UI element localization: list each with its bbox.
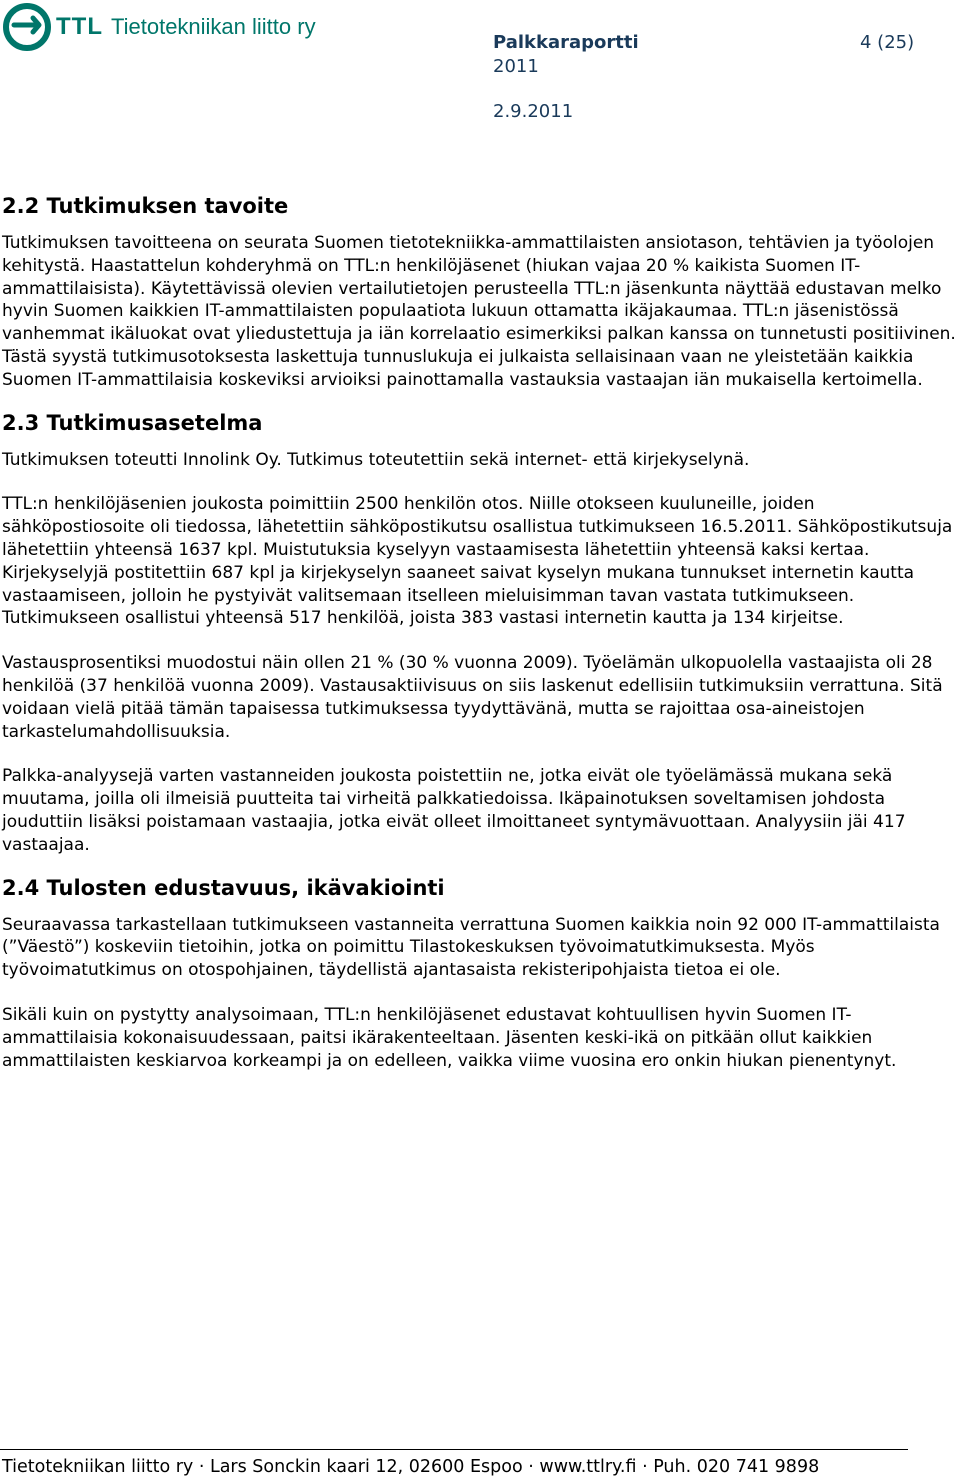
document-date: 2.9.2011 <box>493 101 574 122</box>
paragraph: Vastausprosentiksi muodostui näin ollen 21 % (30 % vuonna 2009). Työelämän ulkopuolella vastaajista oli 28 henkilöä (37 henkilöä vuonna 2009). Vastausaktiivisuus on siis laskenut edellisiin tutkimuksiin verrattuna. Sitä voidaan vielä pitää tämän tapaisessa tutkimuksessa tyydyttävänä, mutta se rajoittaa osa-aineistojen tarkastelumahdollisuuksia. <box>2 653 943 742</box>
ttl-logo <box>2 2 316 52</box>
ttl-logo-icon <box>2 2 52 52</box>
page-number: 4 (25) <box>860 32 915 53</box>
logo-organization-name: Tietotekniikan liitto ry <box>110 14 316 39</box>
section-tutkimusasetelma <box>2 405 958 857</box>
section-tulosten-edustavuus <box>2 870 958 1073</box>
paragraph: Tutkimuksen toteutti Innolink Oy. Tutkimus toteutettiin sekä internet- että kirjekyselynä. <box>2 449 750 470</box>
logo-abbreviation: TTL <box>56 13 103 40</box>
footer-divider <box>0 1449 908 1450</box>
document-body <box>2 188 958 1072</box>
paragraph: Sikäli kuin on pystytty analysoimaan, TTL:n henkilöjäsenet edustavat kohtuullisen hyvin Suomen IT-ammattilaisia kokonaisuudessaan, paitsi ikärakenteeltaan. Jäsenten keski-ikä on pitkään ollut kaikkien ammattilaisten keskiarvoa korkeampi ja on edelleen, vaikka viime vuosina ero onkin hiukan pienentynyt. <box>2 1004 897 1071</box>
paragraph: Seuraavassa tarkastellaan tutkimukseen vastanneita verrattuna Suomen kaikkia noin 92 000 IT-ammattilaista (”Väestö”) koskeviin tietoihin, jotka on poimittu Tilastokeskuksen työvoimatutkimuksesta. Myös työvoimatutkimus on otospohjainen, täydellistä ajantasaista rekisteripohjaista tietoa ei ole. <box>2 914 940 981</box>
paragraph: Palkka-analyysejä varten vastanneiden joukosta poistettiin ne, jotka eivät ole työelämässä mukana sekä muutama, joilla oli ilmeisiä puutteita tai virheitä palkkatiedoissa. Ikäpainotuksen soveltamisen johdosta jouduttiin lisäksi poistamaan vastaajia, jotka eivät olleet ilmoittaneet syntymävuottaan. Analyysiin jäi 417 vastaajaa. <box>2 766 906 855</box>
section-tutkimuksen-tavoite <box>2 188 958 392</box>
logo-wordmark <box>56 13 316 41</box>
section-heading: 2.2 Tutkimuksen tavoite <box>2 194 289 218</box>
document-year: 2011 <box>493 56 539 77</box>
document-title: Palkkaraportti <box>493 32 639 53</box>
footer-contact: Tietotekniikan liitto ry · Lars Sonckin kaari 12, 02600 Espoo · www.ttlry.fi · Puh. 020 741 9898 <box>2 1457 820 1477</box>
paragraph: TTL:n henkilöjäsenien joukosta poimittiin 2500 henkilön otos. Niille otokseen kuuluneille, joiden sähköpostiosoite oli tiedossa, lähetettiin sähköpostikutsu osallistua tutkimukseen 16.5.2011. Sähköpostikutsuja lähetettiin yhteensä 1637 kpl. Muistutuksia kyselyyn vastaamisesta lähetettiin yhteensä kaksi kertaa. Kirjekyselyjä postitettiin 687 kpl ja kirjekyselyn saaneet saivat kyselyn mukana tunnukset internetin kautta vastaamiseen, jolloin he pystyivät valitsemaan itselleen mieluisimman tavan vastata tutkimukseen. Tutkimukseen osallistui yhteensä 517 henkilöä, joista 383 vastasi internetin kautta ja 134 kirjeitse. <box>2 494 953 629</box>
paragraph: Tutkimuksen tavoitteena on seurata Suomen tietotekniikka-ammattilaisten ansiotason, tehtävien ja työolojen kehitystä. Haastattelun kohderyhmä on TTL:n henkilöjäsenet (hiukan vajaa 20 % kaikista Suomen IT-ammattilaisista). Käytettävissä olevien vertailutietojen perusteella TTL:n jäsenkunta näyttää edustavan melko hyvin Suomen kaikkien IT-ammattilaisten populaatiota lukuun ottamatta ikäjakaumaa. TTL:n jäsenistössä vanhemmat ikäluokat ovat yliedustettuja ja iän korrelaatio esimerkiksi palkan kanssa on tunnetusti positiivinen. Tästä syystä tutkimusotoksesta laskettuja tunnuslukuja ei julkaista sellaisinaan vaan ne yleistetään kaikkia Suomen IT-ammattilaisia koskeviksi arvioiksi painottamalla vastauksia vastaajan iän mukaisella kertoimella. <box>2 233 956 390</box>
section-heading: 2.4 Tulosten edustavuus, ikävakiointi <box>2 875 445 900</box>
section-heading: 2.3 Tutkimusasetelma <box>2 410 263 435</box>
